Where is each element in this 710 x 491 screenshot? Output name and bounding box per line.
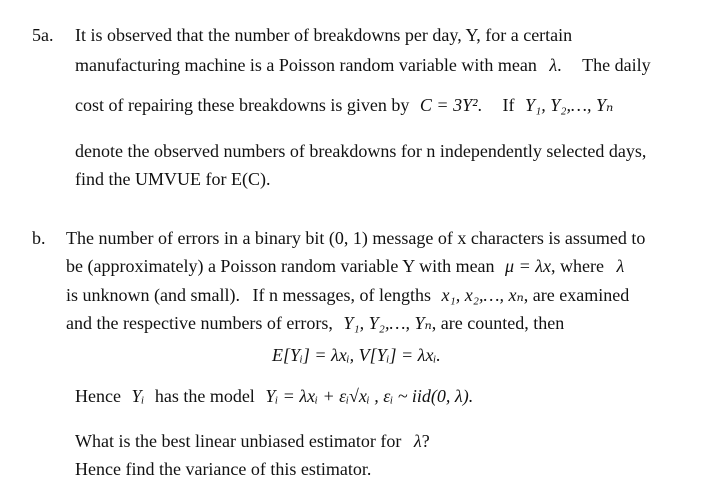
part-b-line-2-text: be (approximately) a Poisson random variable Y with mean (66, 256, 495, 276)
part-b-lambda: λ (616, 256, 625, 276)
part-b-line-3-tail: are examined (532, 285, 630, 305)
part-b-question-mark: ? (421, 431, 430, 451)
part-b-line-3-if: If n messages, of lengths (252, 285, 431, 305)
part-b-where: where (560, 256, 604, 276)
part-b-line-4-tail: are counted, then (440, 313, 565, 333)
part-b-model-mid: has the model (154, 386, 255, 406)
part-b-x-sequence: x₁, x₂,…, xₙ (441, 285, 524, 305)
part-b-question-1 (75, 429, 430, 453)
part-b-moment-equation: E[Yᵢ] = λxᵢ, V[Yᵢ] = λxᵢ. (272, 345, 441, 365)
part-b-question-2: Hence find the variance of this estimator. (75, 459, 372, 479)
part-a-line-3-text: cost of repairing these breakdowns is given by (75, 95, 410, 115)
part-a-line-2-text: manufacturing machine is a Poisson random variable with mean (75, 55, 537, 75)
part-b-model-variable: Yᵢ (131, 386, 145, 406)
part-b-line-3: is unknown (and small). If n messages, of lengths x₁, x₂,…, xₙ, are examined (66, 285, 630, 305)
part-b-line-1: The number of errors in a binary bit (0, 1) message of x characters is assumed to (66, 228, 646, 248)
part-b-line-4: and the respective numbers of errors, Y₁, Y₂,…, Yₙ, are counted, then (66, 313, 565, 333)
part-a-cost-formula: C = 3Y² (419, 95, 478, 115)
part-b-y-sequence: Y₁, Y₂,…, Yₙ (343, 313, 432, 333)
part-a-line-4: denote the observed numbers of breakdowns for n independently selected days, (75, 141, 647, 161)
part-a-if: If (502, 95, 515, 115)
part-b-question-1-lambda: λ (413, 431, 422, 451)
part-b-model-prefix: Hence (75, 386, 121, 406)
part-a-line-3: cost of repairing these breakdowns is given by C = 3Y². If Y₁, Y₂,…, Yₙ (75, 95, 614, 115)
part-b-label: b. (32, 228, 46, 248)
part-a-y-sequence: Y₁, Y₂,…, Yₙ (524, 95, 614, 115)
part-a-mean-symbol: λ (549, 55, 558, 75)
part-b-question-1-text: What is the best linear unbiased estimator for (75, 431, 402, 451)
part-a-line-2: manufacturing machine is a Poisson random variable with mean λ. The daily (75, 55, 651, 75)
part-b-line-4-text: and the respective numbers of errors, (66, 313, 333, 333)
part-a-line-2-tail: The daily (582, 55, 651, 75)
part-b-line-3-text: is unknown (and small). (66, 285, 240, 305)
part-b-mean-formula: μ = λx (505, 256, 552, 276)
part-b-model-line (75, 384, 473, 408)
part-b-line-2: be (approximately) a Poisson random variable Y with mean μ = λx, where λ (66, 256, 625, 276)
part-a-line-1: It is observed that the number of breakdowns per day, Y, for a certain (75, 25, 573, 45)
part-a-label: 5a. (32, 25, 54, 45)
part-b-model-formula: Yᵢ = λxᵢ + εᵢ√xᵢ , εᵢ ~ iid(0, λ). (265, 386, 474, 406)
part-a-line-5: find the UMVUE for E(C). (75, 169, 271, 189)
